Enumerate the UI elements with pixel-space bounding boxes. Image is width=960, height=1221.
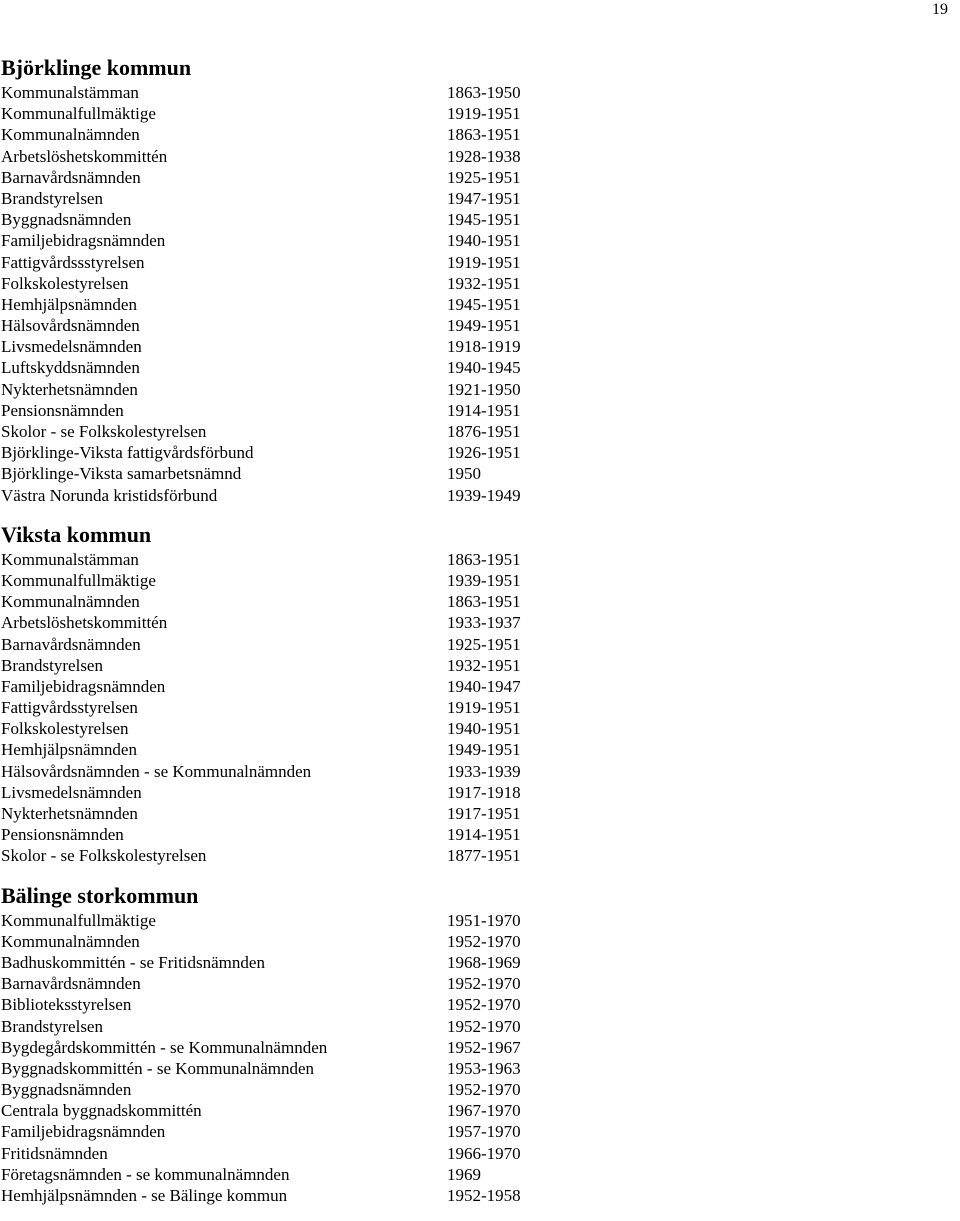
entry-name: Familjebidragsnämnden [1, 676, 166, 696]
entry-row [1, 570, 941, 591]
entry-row [1, 400, 941, 421]
entry-years: 1919-1951 [447, 252, 521, 272]
entry-row [1, 931, 941, 952]
entry-name: Byggnadsnämnden [1, 210, 132, 230]
section-title: Viksta kommun [1, 521, 152, 547]
entry-name: Byggnadsnämnden [1, 1080, 132, 1100]
entry-years: 1919-1951 [447, 104, 521, 124]
entry-row [1, 994, 941, 1015]
entry-name: Fattigvårdssstyrelsen [1, 252, 145, 272]
entry-years: 1939-1949 [447, 485, 521, 505]
entry-row [1, 591, 941, 612]
entry-name: Hemhjälpsnämnden - se Bälinge kommun [1, 1186, 288, 1205]
entry-years: 1952-1967 [447, 1037, 521, 1057]
entry-years: 1863-1951 [447, 592, 521, 612]
section [1, 521, 941, 867]
entry-years: 1968-1969 [447, 952, 521, 972]
entry-row [1, 1185, 941, 1206]
entry-years: 1949-1951 [447, 316, 521, 336]
entry-years: 1952-1970 [447, 1016, 521, 1036]
entry-row [1, 824, 941, 845]
entry-row [1, 910, 941, 931]
entry-row [1, 442, 941, 463]
entry-years: 1876-1951 [447, 422, 521, 441]
entry-years: 1953-1963 [447, 1058, 521, 1078]
entry-name: Barnavårdsnämnden [1, 167, 141, 187]
entry-row [1, 124, 941, 145]
entry-name: Folkskolestyrelsen [1, 273, 129, 293]
entry-years: 1939-1951 [447, 570, 521, 590]
entry-row [1, 294, 941, 315]
entry-row [1, 485, 941, 506]
entry-row [1, 463, 941, 484]
entry-years: 1917-1918 [447, 782, 521, 802]
entry-row [1, 1079, 941, 1100]
entry-row [1, 1037, 941, 1058]
entry-row [1, 761, 941, 782]
entry-row [1, 782, 941, 803]
entry-name: Kommunalnämnden [1, 125, 140, 145]
entry-name: Folkskolestyrelsen [1, 719, 129, 739]
entry-years: 1926-1951 [447, 443, 521, 463]
entry-row [1, 845, 941, 866]
entry-row [1, 188, 941, 209]
section-title: Björklinge kommun [1, 55, 192, 80]
entry-years: 1877-1951 [447, 846, 521, 866]
entry-row [1, 146, 941, 167]
entry-years: 1940-1945 [447, 358, 521, 378]
entry-name: Arbetslöshetskommittén [1, 146, 168, 166]
entry-name: Barnavårdsnämnden [1, 634, 141, 654]
entry-name: Brandstyrelsen [1, 1016, 103, 1036]
entry-name: Kommunalfullmäktige [1, 570, 156, 590]
entry-name: Brandstyrelsen [1, 188, 103, 208]
entry-years: 1952-1970 [447, 1080, 521, 1100]
entry-years: 1966-1970 [447, 1143, 521, 1163]
entry-row [1, 209, 941, 230]
entry-row [1, 1121, 941, 1142]
entry-row [1, 718, 941, 739]
entry-name: Företagsnämnden - se kommunalnämnden [1, 1164, 290, 1184]
entry-row [1, 357, 941, 378]
entry-row [1, 655, 941, 676]
entry-row [1, 230, 941, 251]
entry-years: 1863-1951 [447, 125, 521, 145]
entry-years: 1918-1919 [447, 337, 521, 357]
entry-years: 1925-1951 [447, 167, 521, 187]
entry-years: 1940-1951 [447, 719, 521, 739]
entry-name: Kommunalnämnden [1, 931, 140, 951]
entry-years: 1932-1951 [447, 273, 521, 293]
entry-row [1, 336, 941, 357]
entry-row [1, 634, 941, 655]
entry-row [1, 252, 941, 273]
entry-row [1, 1058, 941, 1079]
entry-name: Livsmedelsnämnden [1, 782, 142, 802]
entry-years: 1947-1951 [447, 188, 521, 208]
entry-name: Kommunalstämman [1, 549, 139, 569]
entry-years: 1933-1937 [447, 613, 521, 633]
entry-name: Hemhjälpsnämnden [1, 740, 137, 760]
entry-years: 1863-1951 [447, 549, 521, 569]
entry-name: Luftskyddsnämnden [1, 358, 140, 378]
entry-years: 1925-1951 [447, 634, 521, 654]
entry-years: 1969 [447, 1164, 481, 1184]
entry-years: 1952-1970 [447, 995, 521, 1015]
entry-years: 1950 [447, 464, 481, 484]
entry-name: Familjebidragsnämnden [1, 1122, 166, 1142]
entry-years: 1951-1970 [447, 910, 521, 930]
entry-name: Arbetslöshetskommittén [1, 613, 168, 633]
entry-name: Nykterhetsnämnden [1, 804, 138, 823]
entry-name: Björklinge-Viksta samarbetsnämnd [1, 464, 242, 484]
entry-name: Kommunalfullmäktige [1, 910, 156, 930]
entry-years: 1945-1951 [447, 294, 521, 314]
entry-years: 1863-1950 [447, 83, 521, 102]
entry-name: Kommunalnämnden [1, 592, 140, 612]
entry-row [1, 315, 941, 336]
entry-years: 1967-1970 [447, 1101, 521, 1121]
entry-row [1, 697, 941, 718]
entry-years: 1933-1939 [447, 761, 521, 781]
entry-name: Fritidsnämnden [1, 1143, 108, 1163]
entry-years: 1914-1951 [447, 825, 521, 845]
entry-name: Västra Norunda kristidsförbund [1, 485, 218, 505]
entry-years: 1940-1951 [447, 231, 521, 251]
entry-row [1, 973, 941, 994]
entry-name: Pensionsnämnden [1, 825, 124, 845]
entry-name: Fattigvårdsstyrelsen [1, 698, 138, 718]
entry-row [1, 379, 941, 400]
entry-name: Hemhjälpsnämnden [1, 294, 137, 314]
entry-row [1, 612, 941, 633]
entry-name: Familjebidragsnämnden [1, 231, 166, 251]
entry-row [1, 1100, 941, 1121]
entry-row [1, 676, 941, 697]
entry-name: Livsmedelsnämnden [1, 337, 142, 357]
entry-name: Biblioteksstyrelsen [1, 995, 132, 1015]
entry-row [1, 82, 941, 103]
section-title: Bälinge storkommun [1, 882, 199, 908]
entry-name: Björklinge-Viksta fattigvårdsförbund [1, 443, 254, 463]
entry-row [1, 273, 941, 294]
entry-row [1, 1016, 941, 1037]
entry-name: Kommunalfullmäktige [1, 104, 156, 124]
entry-row [1, 103, 941, 124]
entry-row [1, 1143, 941, 1164]
section [1, 882, 941, 1207]
entry-years: 1952-1970 [447, 974, 521, 994]
entry-name: Badhuskommittén - se Fritidsnämnden [1, 952, 265, 972]
entry-row [1, 167, 941, 188]
entry-years: 1952-1970 [447, 931, 521, 951]
entry-name: Byggnadskommittén - se Kommunalnämnden [1, 1058, 315, 1078]
entry-row [1, 1164, 941, 1185]
document-body [1, 54, 941, 1221]
entry-years: 1921-1950 [447, 379, 521, 399]
section [1, 54, 941, 506]
entry-row [1, 549, 941, 570]
entry-name: Kommunalstämman [1, 83, 139, 102]
entry-name: Centrala byggnadskommittén [1, 1101, 202, 1121]
entry-name: Bygdegårdskommittén - se Kommunalnämnden [1, 1037, 328, 1057]
entry-years: 1919-1951 [447, 698, 521, 718]
entry-years: 1928-1938 [447, 146, 521, 166]
entry-name: Brandstyrelsen [1, 655, 103, 675]
entry-name: Hälsovårdsnämnden - se Kommunalnämnden [1, 761, 312, 781]
entry-name: Skolor - se Folkskolestyrelsen [1, 846, 207, 866]
entry-name: Pensionsnämnden [1, 400, 124, 420]
entry-name: Nykterhetsnämnden [1, 379, 138, 399]
entry-row [1, 421, 941, 442]
entry-years: 1949-1951 [447, 740, 521, 760]
entry-years: 1932-1951 [447, 655, 521, 675]
entry-years: 1952-1958 [447, 1186, 521, 1205]
entry-name: Hälsovårdsnämnden [1, 316, 140, 336]
entry-name: Skolor - se Folkskolestyrelsen [1, 422, 207, 441]
entry-row [1, 803, 941, 824]
entry-years: 1940-1947 [447, 676, 521, 696]
entry-years: 1917-1951 [447, 804, 521, 823]
entry-row [1, 739, 941, 760]
page-number: 19 [932, 1, 948, 18]
entry-years: 1957-1970 [447, 1122, 521, 1142]
entry-name: Barnavårdsnämnden [1, 974, 141, 994]
entry-years: 1945-1951 [447, 210, 521, 230]
entry-years: 1914-1951 [447, 400, 521, 420]
entry-row [1, 952, 941, 973]
